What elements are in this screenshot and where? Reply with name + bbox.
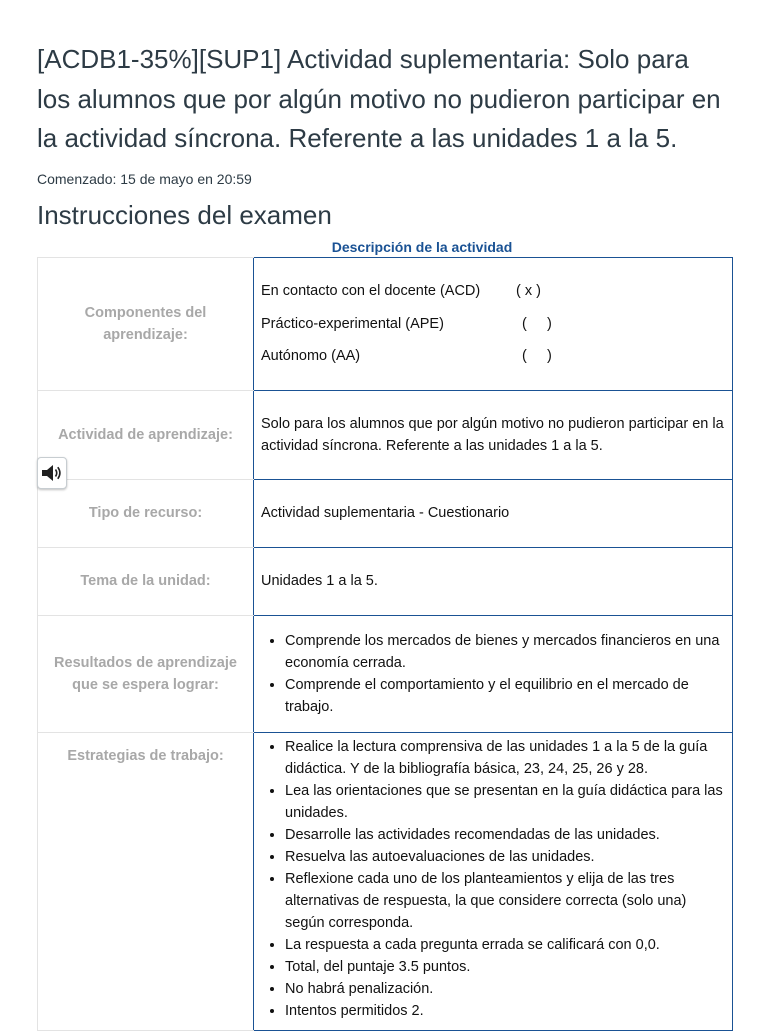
resource-label: Tipo de recurso: bbox=[38, 479, 254, 547]
list-item: • Total, del puntaje 3.5 puntos. bbox=[285, 956, 724, 978]
list-item: • No habrá penalización. bbox=[285, 978, 724, 1000]
activity-label: Actividad de aprendizaje: bbox=[38, 390, 254, 479]
list-item: • Realice la lectura comprensiva de las unidades 1 a la 5 de la guía didáctica. Y de la bibliografía básica, 23, 24, 25, 26 y 28. bbox=[285, 736, 724, 780]
resource-value: Actividad suplementaria - Cuestionario bbox=[254, 479, 733, 547]
results-list bbox=[261, 630, 724, 718]
speaker-volume-icon bbox=[41, 464, 63, 482]
table-row-results bbox=[38, 615, 733, 732]
table-row-components bbox=[38, 257, 733, 390]
started-timestamp: Comenzado: 15 de mayo en 20:59 bbox=[37, 170, 252, 187]
component-item-acd: En contacto con el docente (ACD) ( x ) bbox=[261, 283, 541, 299]
list-item: • Comprende los mercados de bienes y mercados financieros en una economía cerrada. bbox=[285, 630, 724, 674]
table-row-activity bbox=[38, 390, 733, 479]
list-item: • Reflexione cada uno de los planteamientos y elija de las tres alternativas de respuesta, la que considere correcta (solo una) según corresponda. bbox=[285, 868, 724, 934]
list-item: • La respuesta a cada pregunta errada se calificará con 0,0. bbox=[285, 934, 724, 956]
unit-label: Tema de la unidad: bbox=[38, 547, 254, 615]
strategies-list bbox=[261, 736, 724, 1022]
results-value bbox=[254, 615, 733, 732]
quiz-title: [ACDB1-35%][SUP1] Actividad suplementaria: Solo para los alumnos que por algún motivo no pudieron participar en la actividad síncrona. Referente a las unidades 1 a la 5. bbox=[37, 44, 721, 153]
list-item: • Lea las orientaciones que se presentan en la guía didáctica para las unidades. bbox=[285, 780, 724, 824]
list-item: • Intentos permitidos 2. bbox=[285, 1000, 724, 1022]
table-row-strategies bbox=[38, 732, 733, 1030]
activity-description-table bbox=[37, 257, 733, 1031]
component-item-aa: Autónomo (AA) ( ) bbox=[261, 348, 552, 364]
quiz-page bbox=[37, 0, 737, 1031]
activity-value: Solo para los alumnos que por algún motivo no pudieron participar en la actividad síncrona. Referente a las unidades 1 a la 5. bbox=[254, 390, 733, 479]
instructions-heading: Instrucciones del examen bbox=[37, 199, 332, 230]
table-row-unit bbox=[38, 547, 733, 615]
table-caption: Descripción de la actividad bbox=[331, 238, 513, 255]
list-item: • Resuelva las autoevaluaciones de las unidades. bbox=[285, 846, 724, 868]
speaker-volume-button[interactable] bbox=[37, 457, 67, 489]
unit-value: Unidades 1 a la 5. bbox=[254, 547, 733, 615]
component-item-ape: Práctico-experimental (APE) ( ) bbox=[261, 315, 552, 332]
table-row-resource bbox=[38, 479, 733, 547]
strategies-value bbox=[254, 732, 733, 1030]
strategies-label: Estrategias de trabajo: bbox=[38, 732, 254, 1030]
components-value bbox=[254, 257, 733, 390]
list-item: • Desarrolle las actividades recomendadas de las unidades. bbox=[285, 824, 724, 846]
components-label: Componentes del aprendizaje: bbox=[38, 257, 254, 390]
list-item: • Comprende el comportamiento y el equilibrio en el mercado de trabajo. bbox=[285, 674, 724, 718]
results-label: Resultados de aprendizaje que se espera lograr: bbox=[38, 615, 254, 732]
